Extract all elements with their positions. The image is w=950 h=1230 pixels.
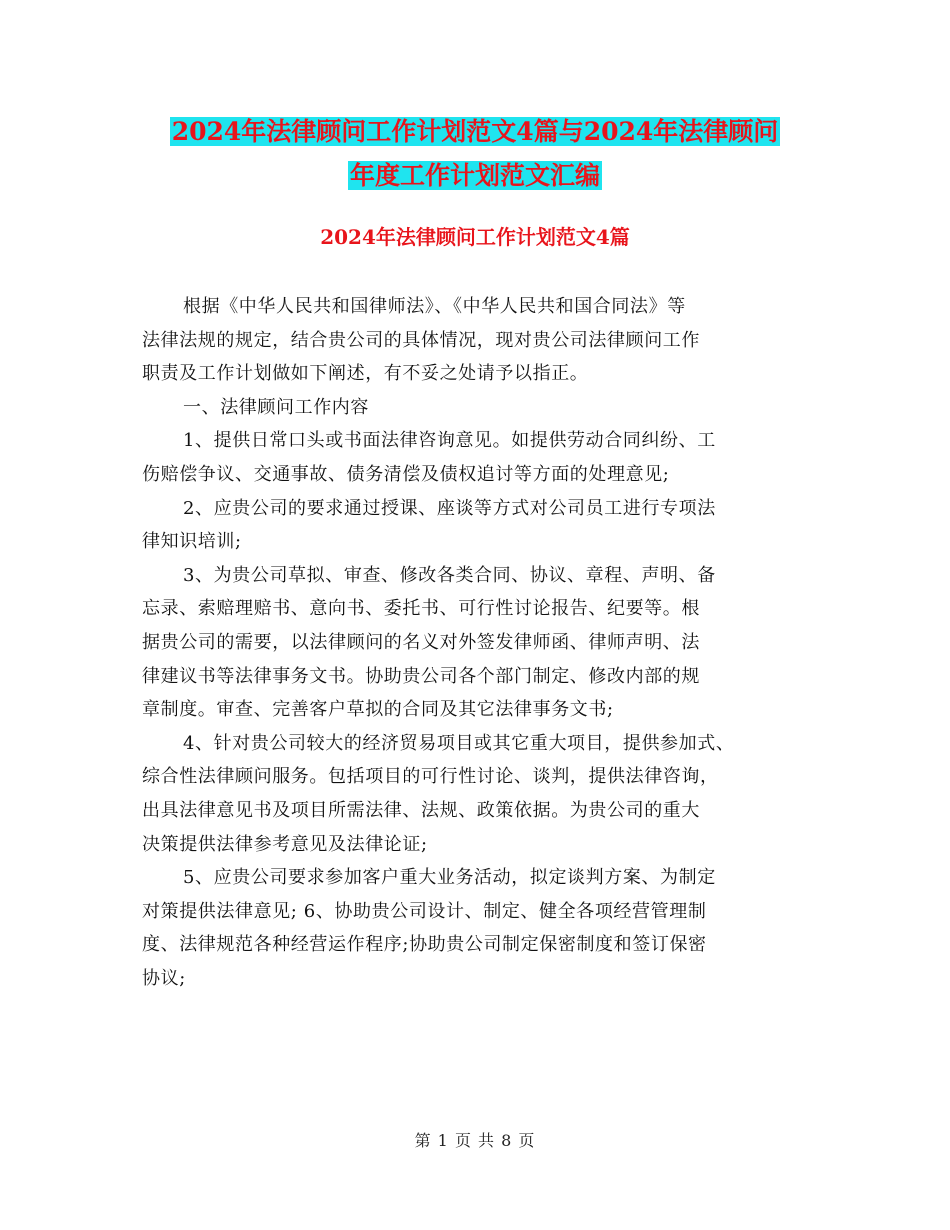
- body-text-line: 职责及工作计划做如下阐述，有不妥之处请予以指正。: [142, 363, 589, 385]
- document-title-line-2: [0, 154, 950, 198]
- document-body: [142, 290, 832, 995]
- body-text-line: 协议;: [142, 967, 186, 989]
- body-text-line: 伤赔偿争议、交通事故、债务清偿及债权追讨等方面的处理意见;: [142, 463, 670, 485]
- body-text-line: 律知识培训;: [142, 531, 242, 553]
- body-text-line: 律建议书等法律事务文书。协助贵公司各个部门制定、修改内部的规: [142, 665, 700, 687]
- body-text-line: 一、法律顾问工作内容: [183, 396, 369, 418]
- title-highlight-1: 2024年法律顾问工作计划范文4篇与2024年法律顾问: [171, 117, 779, 146]
- body-text-line: 出具法律意见书及项目所需法律、法规、政策依据。为贵公司的重大: [142, 799, 700, 821]
- body-text-line: 度、法律规范各种经营运作程序;协助贵公司制定保密制度和签订保密: [142, 934, 707, 956]
- body-text-line: 据贵公司的需要，以法律顾问的名义对外签发律师函、律师声明、法: [142, 631, 700, 653]
- body-text-line: 1、提供日常口头或书面法律咨询意见。如提供劳动合同纠纷、工: [183, 430, 716, 452]
- body-text-line: 章制度。审查、完善客户草拟的合同及其它法律事务文书;: [142, 699, 614, 721]
- body-text-line: 对策提供法律意见; 6、协助贵公司设计、制定、健全各项经营管理制: [142, 900, 707, 922]
- page-number-footer: 第 1 页 共 8 页: [414, 1131, 536, 1150]
- body-text-line: 4、针对贵公司较大的经济贸易项目或其它重大项目，提供参加式、: [183, 732, 735, 754]
- body-text-line: 忘录、索赔理赔书、意向书、委托书、可行性讨论报告、纪要等。根: [142, 598, 700, 620]
- body-text-line: 根据《中华人民共和国律师法》、《中华人民共和国合同法》等: [183, 296, 686, 317]
- section-heading: 2024年法律顾问工作计划范文4篇: [320, 225, 630, 249]
- title-highlight-2: 年度工作计划范文汇编: [349, 161, 600, 190]
- body-text-line: 2、应贵公司的要求通过授课、座谈等方式对公司员工进行专项法: [183, 497, 716, 519]
- body-text-line: 综合性法律顾问服务。包括项目的可行性讨论、谈判，提供法律咨询，: [142, 766, 719, 788]
- body-text-line: 法律法规的规定，结合贵公司的具体情况，现对贵公司法律顾问工作: [142, 329, 700, 351]
- body-text-line: 3、为贵公司草拟、审查、修改各类合同、协议、章程、声明、备: [183, 564, 716, 586]
- body-text-line: 决策提供法律参考意见及法律论证;: [142, 833, 428, 855]
- body-text-line: 5、应贵公司要求参加客户重大业务活动，拟定谈判方案、为制定: [183, 867, 716, 889]
- document-title-line-1: [0, 110, 950, 154]
